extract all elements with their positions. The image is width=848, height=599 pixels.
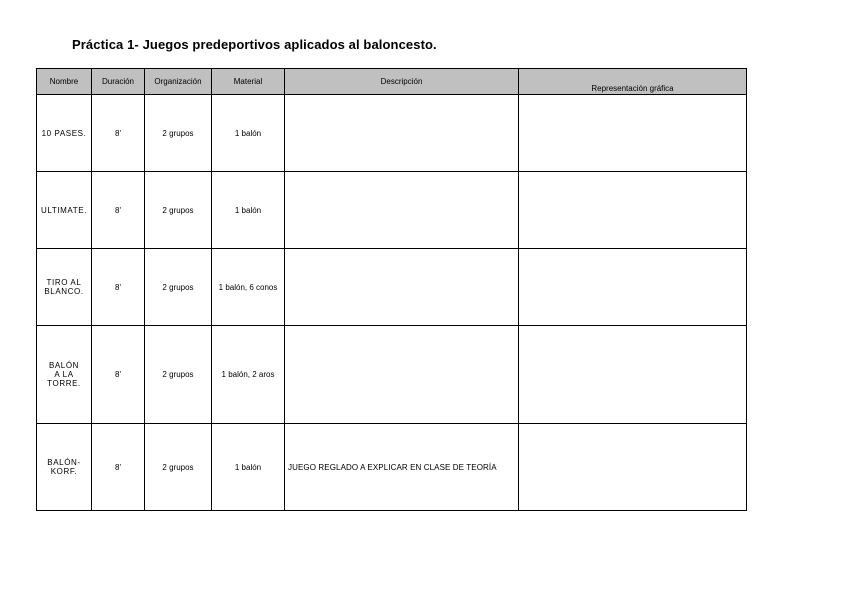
table-row [37, 424, 747, 511]
nombre-line: ULTIMATE. [41, 205, 87, 215]
cell-duracion: 8' [92, 95, 145, 172]
cell-nombre [37, 172, 92, 249]
cell-organizacion: 2 grupos [145, 424, 212, 511]
header-organizacion: Organización [145, 69, 212, 95]
nombre-line: BALÓN- [47, 458, 81, 467]
cell-material: 1 balón [212, 95, 285, 172]
header-nombre: Nombre [37, 69, 92, 95]
cell-duracion: 8' [92, 172, 145, 249]
nombre-line: BALÓN [48, 361, 80, 370]
cell-nombre [37, 249, 92, 326]
nombre-line: BLANCO. [44, 287, 84, 296]
table-row [37, 249, 747, 326]
table-row [37, 326, 747, 424]
cell-nombre [37, 424, 92, 511]
nombre-line: TORRE. [47, 379, 81, 388]
cell-material: 1 balón [212, 424, 285, 511]
cell-organizacion: 2 grupos [145, 95, 212, 172]
cell-duracion: 8' [92, 424, 145, 511]
cell-organizacion: 2 grupos [145, 172, 212, 249]
nombre-line: A LA [54, 370, 74, 379]
cell-descripcion: JUEGO REGLADO A EXPLICAR EN CLASE DE TEORÍA [285, 424, 519, 511]
header-representacion: Representación gráfica [519, 69, 747, 95]
document-title: Práctica 1- Juegos predeportivos aplicados al baloncesto. [72, 37, 437, 52]
cell-material: 1 balón, 6 conos [212, 249, 285, 326]
cell-descripcion [285, 172, 519, 249]
cell-representacion [519, 424, 747, 511]
cell-nombre [37, 95, 92, 172]
cell-descripcion [285, 249, 519, 326]
cell-duracion: 8' [92, 249, 145, 326]
header-material: Material [212, 69, 285, 95]
nombre-line: KORF. [50, 467, 78, 476]
cell-representacion [519, 249, 747, 326]
cell-descripcion [285, 326, 519, 424]
cell-material: 1 balón [212, 172, 285, 249]
table-row [37, 172, 747, 249]
table-row [37, 95, 747, 172]
table-header-row [37, 69, 747, 95]
cell-descripcion [285, 95, 519, 172]
cell-duracion: 8' [92, 326, 145, 424]
cell-organizacion: 2 grupos [145, 249, 212, 326]
nombre-line: TIRO AL [46, 278, 82, 287]
practice-table [36, 68, 747, 511]
cell-representacion [519, 326, 747, 424]
cell-organizacion: 2 grupos [145, 326, 212, 424]
cell-nombre [37, 326, 92, 424]
header-descripcion: Descripción [285, 69, 519, 95]
cell-material: 1 balón, 2 aros [212, 326, 285, 424]
cell-representacion [519, 95, 747, 172]
cell-representacion [519, 172, 747, 249]
header-duracion: Duración [92, 69, 145, 95]
nombre-line: 10 PASES. [41, 128, 87, 138]
